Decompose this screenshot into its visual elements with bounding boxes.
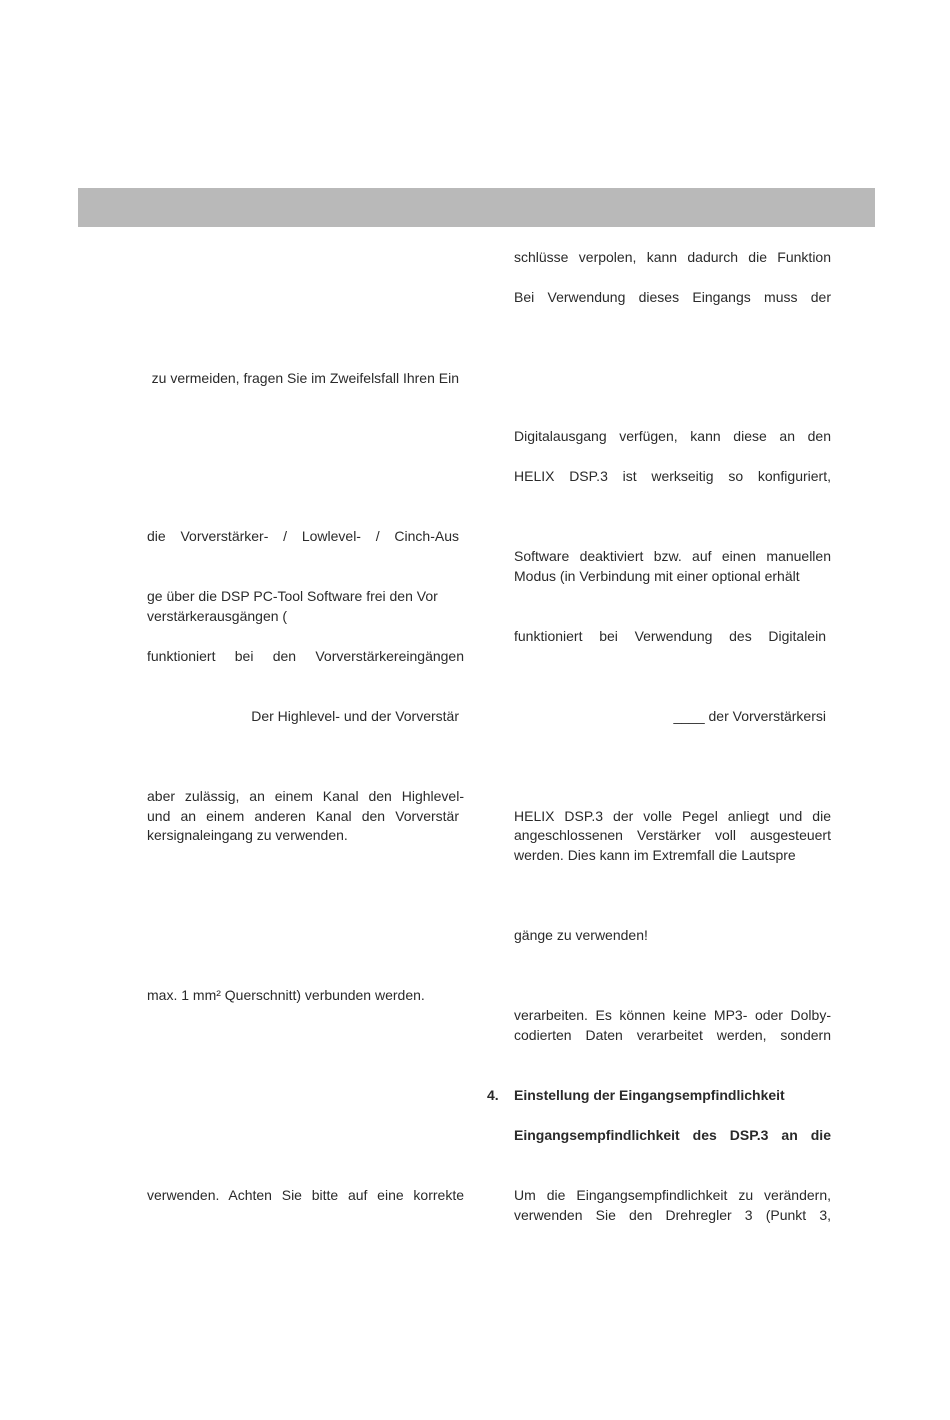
left-text-line-9: kersignaleingang zu verwenden.: [147, 827, 348, 843]
left-text-line-5: funktioniert bei den Vorverstärkereingängen: [147, 648, 464, 664]
right-text-line-4: HELIX DSP.3 ist werkseitig so konfiguriert,: [514, 468, 831, 484]
right-text-line-5: Software deaktiviert bzw. auf einen manuellen: [514, 548, 831, 564]
left-text-line-11: verwenden. Achten Sie bitte auf eine korrekte: [147, 1187, 464, 1203]
right-text-line-7: funktioniert bei Verwendung des Digitalein: [514, 628, 826, 644]
right-text-line-2: Bei Verwendung dieses Eingangs muss der: [514, 289, 831, 305]
section-heading: Einstellung der Eingangsempfindlichkeit: [514, 1087, 785, 1103]
left-text-line-4: verstärkerausgängen (: [147, 608, 288, 624]
right-text-line-8: ____ der Vorverstärkersi: [673, 708, 826, 724]
right-text-line-17: verwenden Sie den Drehregler 3 (Punkt 3,: [514, 1207, 831, 1223]
left-text-line-6: Der Highlevel- und der Vorverstär: [251, 708, 459, 724]
left-text-line-8: und an einem anderen Kanal den Vorverstär: [147, 808, 459, 824]
left-text-line-3: ge über die DSP PC-Tool Software frei den Vor: [147, 588, 438, 604]
right-text-line-12: gänge zu verwenden!: [514, 927, 648, 943]
right-text-line-6: Modus (in Verbindung mit einer optional erhält: [514, 568, 800, 584]
section-header-bar: [78, 188, 875, 227]
right-text-line-15: Eingangsempfindlichkeit des DSP.3 an die: [514, 1127, 831, 1143]
left-text-line-10: max. 1 mm² Querschnitt) verbunden werden.: [147, 987, 425, 1003]
right-text-line-10: angeschlossenen Verstärker voll ausgesteuert: [514, 827, 831, 843]
right-text-line-11: werden. Dies kann im Extremfall die Lautspre: [514, 847, 796, 863]
left-text-line-2: die Vorverstärker- / Lowlevel- / Cinch-Aus: [147, 528, 459, 544]
left-text-line-1: zu vermeiden, fragen Sie im Zweifelsfall Ihren Ein: [151, 370, 459, 386]
right-text-line-3: Digitalausgang verfügen, kann diese an den: [514, 428, 831, 444]
right-text-line-14: codierten Daten verarbeitet werden, sondern: [514, 1027, 831, 1043]
section-number: 4.: [487, 1087, 499, 1103]
right-text-line-9: HELIX DSP.3 der volle Pegel anliegt und die: [514, 808, 831, 824]
right-text-line-16: Um die Eingangsempfindlichkeit zu verändern,: [514, 1187, 831, 1203]
right-text-line-13: verarbeiten. Es können keine MP3- oder Dolby-: [514, 1007, 831, 1023]
left-text-line-7: aber zulässig, an einem Kanal den Highlevel-: [147, 788, 464, 804]
right-text-line-1: schlüsse verpolen, kann dadurch die Funktion: [514, 249, 831, 265]
